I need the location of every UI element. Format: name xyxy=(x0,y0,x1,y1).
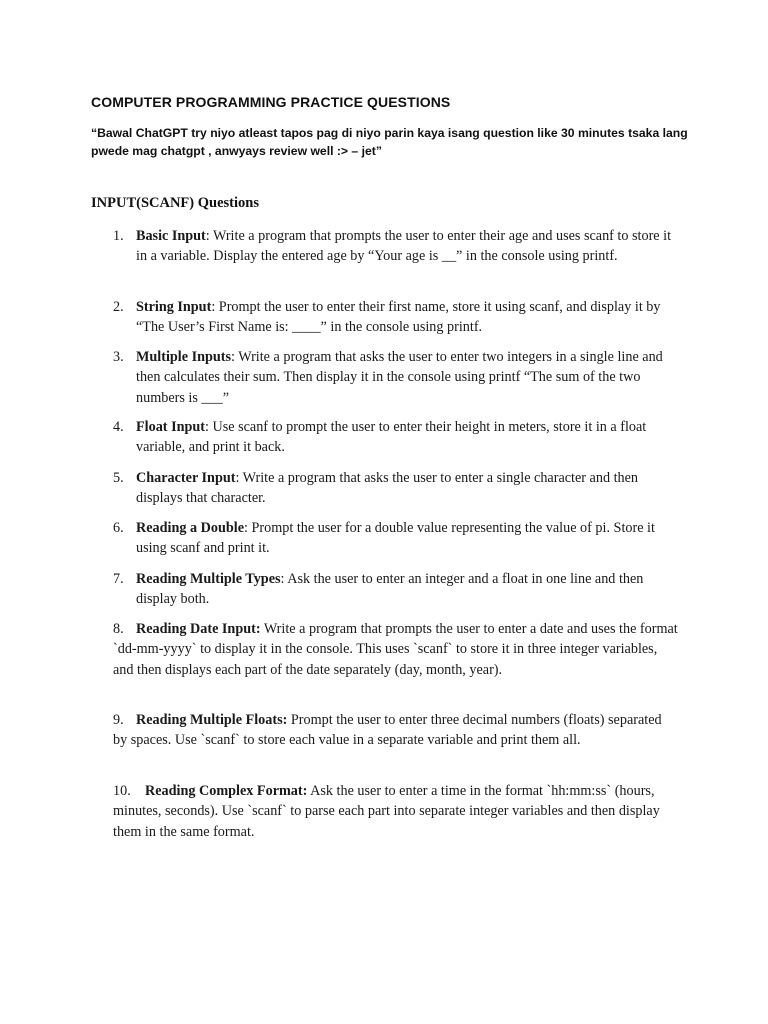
question-text: : Use scanf to prompt the user to enter their height in meters, store it in a float variable, and print it back. xyxy=(136,419,647,456)
question-item xyxy=(113,569,676,610)
question-text: : Prompt the user for a double value representing the value of pi. Store it using scanf and print it. xyxy=(136,520,655,557)
page-title: COMPUTER PROGRAMMING PRACTICE QUESTIONS xyxy=(91,94,451,110)
question-item xyxy=(113,518,676,559)
question-text: Write a program that prompts the user to enter a date and uses the format `dd-mm-yyyy` to display it in the console. This uses `scanf` to store it in three integer variables, and then displays each part of the date separately (day, month, year). xyxy=(113,621,678,678)
question-number: 8. xyxy=(113,621,124,637)
question-text: Ask the user to enter a time in the format `hh:mm:ss` (hours, minutes, seconds). Use `scanf` to parse each part into separate integer variables and then display them in the same format. xyxy=(113,783,660,840)
question-text: : Write a program that prompts the user to enter their age and uses scanf to store it in a variable. Display the entered age by “Your age is __” in the console using printf. xyxy=(136,228,672,265)
question-number: 3. xyxy=(113,349,124,365)
question-text: : Prompt the user to enter their first name, store it using scanf, and display it by “The User’s First Name is: ____” in the console using printf. xyxy=(136,299,661,336)
question-text: : Write a program that asks the user to enter two integers in a single line and then calculates their sum. Then display it in the console using printf “The sum of the two numbers is ___” xyxy=(136,349,663,406)
question-item xyxy=(113,619,678,680)
question-item xyxy=(113,297,676,338)
question-number: 7. xyxy=(113,571,124,587)
question-title: Character Input xyxy=(136,470,236,486)
question-item xyxy=(113,347,676,408)
question-number: 2. xyxy=(113,299,124,315)
question-text: Prompt the user to enter three decimal numbers (floats) separated by spaces. Use `scanf` to store each value in a separate variable and print them all. xyxy=(113,712,662,749)
question-title: Reading Complex Format: xyxy=(145,783,308,799)
question-item xyxy=(113,226,676,267)
question-title: Multiple Inputs xyxy=(136,349,232,365)
question-item xyxy=(113,781,678,842)
question-number: 5. xyxy=(113,470,124,486)
question-title: Reading a Double xyxy=(136,520,244,536)
question-text: : Ask the user to enter an integer and a float in one line and then display both. xyxy=(136,571,644,608)
question-number: 1. xyxy=(113,228,124,244)
question-text: : Write a program that asks the user to enter a single character and then displays that character. xyxy=(136,470,639,507)
question-title: Reading Multiple Floats: xyxy=(136,712,288,728)
question-title: String Input xyxy=(136,299,212,315)
question-item xyxy=(113,468,676,509)
question-title: Reading Date Input: xyxy=(136,621,261,637)
question-number: 6. xyxy=(113,520,124,536)
question-number: 4. xyxy=(113,419,124,435)
question-item xyxy=(113,417,676,458)
question-number: 10. xyxy=(113,783,131,799)
question-title: Float Input xyxy=(136,419,205,435)
question-item xyxy=(113,710,678,751)
section-heading: INPUT(SCANF) Questions xyxy=(91,195,259,211)
question-number: 9. xyxy=(113,712,124,728)
author-quote: “Bawal ChatGPT try niyo atleast tapos pag di niyo parin kaya isang question like 30 minutes tsaka lang pwede mag chatgpt , anwyays review well :> – jet” xyxy=(91,126,688,158)
question-title: Reading Multiple Types xyxy=(136,571,281,587)
question-title: Basic Input xyxy=(136,228,206,244)
